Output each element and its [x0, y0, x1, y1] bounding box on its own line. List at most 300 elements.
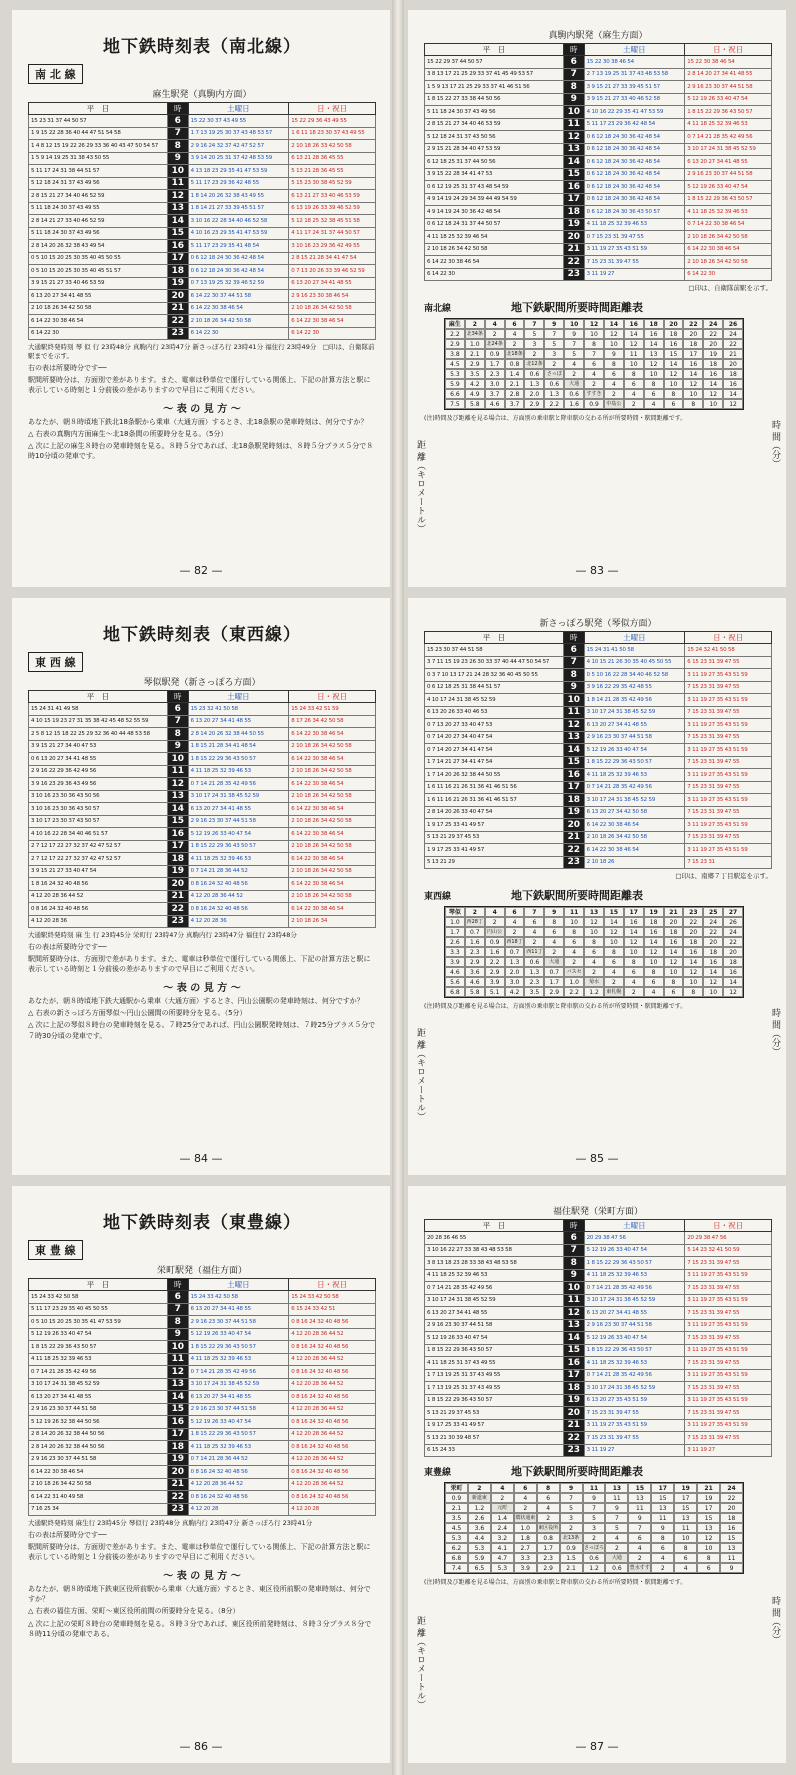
- grid-cell: 8: [604, 359, 624, 369]
- grid-cell: 2.6: [468, 1513, 491, 1523]
- grid-cell: 15: [664, 349, 684, 359]
- grid-cell: 16: [664, 339, 684, 349]
- saturday-times: 0 7 13 19 25 32 39 46 52 59: [188, 277, 289, 290]
- hour-cell: 6: [563, 56, 584, 69]
- weekday-times: 1 8 15 22 27 33 38 44 50 56: [425, 93, 564, 106]
- paragraph: △ 右表の新さっぽろ方面琴似〜円山公園間の所要時分を見る。（5分）: [28, 1009, 247, 1018]
- weekday-times: 6 15 24 33: [425, 1444, 564, 1457]
- timetable-row: [29, 1291, 376, 1304]
- grid-cell: 24: [723, 927, 743, 937]
- grid-cell: 17: [697, 1503, 720, 1513]
- saturday-times: 2 9 16 23 30 37 44 51 58: [188, 815, 289, 828]
- hour-cell: 8: [167, 140, 188, 153]
- page-number: — 82 —: [179, 564, 223, 577]
- timetable-row: [425, 756, 772, 769]
- weekday-header: 平 日: [29, 691, 168, 703]
- grid-cell: 2.3: [485, 369, 505, 379]
- page-83: [408, 10, 786, 587]
- holiday-header: 日・祝日: [289, 691, 376, 703]
- timetable-row: [29, 915, 376, 928]
- hour-cell: 19: [563, 806, 584, 819]
- weekday-times: 1 9 17 25 33 41 49 57: [425, 819, 564, 832]
- holiday-times: 2 10 18 26 34 42 50 58: [289, 740, 376, 753]
- timetable-row: [425, 81, 772, 94]
- hour-cell: 13: [167, 1378, 188, 1391]
- saturday-times: 15 24 31 41 50 58: [584, 644, 685, 657]
- timetable-row: [29, 227, 376, 240]
- grid-cell: 0.6: [524, 369, 544, 379]
- grid-cell: 3.9: [514, 1563, 537, 1573]
- grid-cell: 14: [644, 339, 664, 349]
- grid-header-cell: 6: [514, 1483, 537, 1493]
- grid-cell: 22: [723, 937, 743, 947]
- hour-header: 時: [167, 103, 188, 115]
- grid-cell: 10: [644, 369, 664, 379]
- saturday-times: 3 11 19 27 35 43 51 59: [584, 243, 685, 256]
- saturday-times: 0 6 12 18 24 30 36 42 48 54: [584, 156, 685, 169]
- grid-cell: 10: [664, 379, 684, 389]
- grid-cell: 2.8: [505, 389, 525, 399]
- weekday-times: 0 8 16 24 32 40 48 56: [29, 903, 168, 916]
- grid-cell: 中島公: [604, 399, 624, 409]
- page-86: [12, 1186, 390, 1763]
- saturday-times: 3 10 17 24 31 38 45 52 59: [584, 706, 685, 719]
- hour-cell: 6: [563, 644, 584, 657]
- grid-cell: 15: [720, 1533, 743, 1543]
- grid-cell: 円山公: [485, 927, 505, 937]
- holiday-times: 5 12 19 26 33 40 47 54: [685, 93, 772, 106]
- timetable: [424, 43, 772, 281]
- weekday-times: 1 5 9 14 19 25 31 38 43 50 55: [29, 152, 168, 165]
- grid-header-cell: 20: [664, 319, 684, 329]
- grid-cell: 18: [723, 369, 743, 379]
- saturday-times: 0 8 16 24 32 40 48 56: [188, 878, 289, 891]
- grid-cell: 0.9: [445, 1493, 468, 1503]
- holiday-times: 7 15 23 31 39 47 55: [685, 781, 772, 794]
- grid-cell: 2.2: [445, 329, 465, 339]
- weekday-times: 4 10 16 22 28 34 40 46 51 57: [29, 828, 168, 841]
- grid-cell: さっぽ: [544, 369, 564, 379]
- holiday-times: 0 8 16 24 32 40 48 56: [289, 1316, 376, 1329]
- hour-cell: 7: [167, 715, 188, 728]
- timetable-row: [425, 719, 772, 732]
- grid-header-cell: 18: [644, 319, 664, 329]
- hour-cell: 15: [167, 1403, 188, 1416]
- last-train-note: 大通駅終発時刻 麻生行 23時45分 琴似行 23時48分 真駒内行 23時47分 新さっぽろ行 23時41分: [28, 1519, 313, 1527]
- grid-cell: 0.6: [524, 957, 544, 967]
- saturday-times: 6 14 22 30 38 46 54: [584, 819, 685, 832]
- grid-cell: 6: [674, 1553, 697, 1563]
- hour-cell: 19: [167, 1453, 188, 1466]
- grid-header-cell: 13: [584, 907, 604, 917]
- grid-cell: 北13条: [560, 1533, 583, 1543]
- timetable-row: [29, 703, 376, 716]
- grid-header-cell: 11: [564, 907, 584, 917]
- grid-cell: 6: [604, 957, 624, 967]
- hour-cell: 9: [563, 93, 584, 106]
- grid-cell: 2: [584, 379, 604, 389]
- weekday-times: 3 9 16 23 29 36 43 49 56: [29, 778, 168, 791]
- hour-cell: 23: [563, 856, 584, 869]
- hour-cell: 10: [167, 753, 188, 766]
- holiday-times: 7 15 23 31: [685, 856, 772, 869]
- hour-cell: 11: [563, 1294, 584, 1307]
- hour-cell: 23: [563, 268, 584, 281]
- grid-header-cell: 9: [544, 319, 564, 329]
- grid-cell: 2: [505, 927, 525, 937]
- grid-header-cell: 21: [664, 907, 684, 917]
- grid-cell: 21: [723, 349, 743, 359]
- grid-cell: 4: [674, 1563, 697, 1573]
- grid-cell: 2: [537, 1513, 560, 1523]
- holiday-times: 6 14 22 30 38 46 54: [289, 853, 376, 866]
- weekday-times: 2 8 14 20 26 32 38 43 49 54: [29, 240, 168, 253]
- timetable-row: [425, 156, 772, 169]
- grid-cell: 2: [514, 1503, 537, 1513]
- weekday-times: 3 9 15 21 27 34 40 47 53: [29, 740, 168, 753]
- grid-cell: 9: [720, 1563, 743, 1573]
- grid-cell: 2: [564, 957, 584, 967]
- timetable-row: [425, 1432, 772, 1445]
- grid-cell: 20: [683, 927, 703, 937]
- grid-cell: 2: [544, 947, 564, 957]
- holiday-header: 日・祝日: [289, 1279, 376, 1291]
- weekday-times: 6 14 22 30 38 46 54: [425, 256, 564, 269]
- saturday-times: 2 10 18 26: [584, 856, 685, 869]
- saturday-times: 1 8 15 22 29 36 43 50 57: [188, 1341, 289, 1354]
- weekday-times: 6 12 18 25 31 37 44 50 56: [425, 156, 564, 169]
- grid-cell: 17: [674, 1493, 697, 1503]
- table-note: □印は、南郷７丁目駅迄を示す。: [675, 872, 772, 880]
- holiday-times: 6 14 22 30 38 46 54: [289, 803, 376, 816]
- grid-cell: 3.9: [445, 957, 465, 967]
- weekday-times: 5 12 18 24 31 37 43 50 56: [425, 131, 564, 144]
- grid-cell: 12: [723, 399, 743, 409]
- holiday-times: 4 12 20 28 36 44 52: [289, 1428, 376, 1441]
- weekday-times: 4 11 18 25 31 37 43 49 55: [425, 1357, 564, 1370]
- grid-cell: 8: [664, 977, 684, 987]
- grid-cell: 4.9: [465, 389, 485, 399]
- timetable-row: [425, 1244, 772, 1257]
- holiday-times: 2 10 18 26 34: [289, 915, 376, 928]
- saturday-times: 0 8 16 24 32 40 48 56: [188, 1491, 289, 1504]
- page-82: [12, 10, 390, 587]
- weekday-times: 6 14 22 30: [425, 268, 564, 281]
- grid-cell: 0.6: [583, 1553, 606, 1563]
- book-gutter: [392, 0, 404, 1775]
- hour-cell: 16: [167, 828, 188, 841]
- paragraph: △ 次に上記の栄町８時台の発車時刻を見る。８時３分であれば、東区役所前発時刻は、８時３分プラス８分で８時11分頃の発車である。: [28, 1619, 372, 1638]
- timetable-row: [425, 694, 772, 707]
- hour-cell: 13: [563, 1319, 584, 1332]
- timetable-row: [425, 744, 772, 757]
- grid-cell: 7: [544, 329, 564, 339]
- grid-cell: 10: [584, 329, 604, 339]
- paragraph: あなたが、朝８時頃地下鉄大通駅から乗車（大通方面）するとき、円山公園駅の発車時刻は、何分ですか？: [28, 997, 364, 1006]
- paragraph: あなたが、朝８時頃地下鉄北18条駅から乗車（大通方面）するとき、北18条駅の発車時刻は、何分ですか？: [28, 417, 368, 426]
- saturday-times: 4 11 18 25 32 39 46 53: [584, 1357, 685, 1370]
- hour-cell: 20: [563, 819, 584, 832]
- weekday-times: 6 13 20 27 34 41 48 55: [425, 1307, 564, 1320]
- grid-cell: 東区役所: [538, 1525, 559, 1531]
- grid-cell: 13: [697, 1523, 720, 1533]
- holiday-times: 7 15 23 31 39 47 55: [685, 1407, 772, 1420]
- saturday-times: 3 11 19 27: [584, 1444, 685, 1457]
- holiday-times: 2 10 18 26 33 42 50 58: [289, 140, 376, 153]
- hour-cell: 7: [167, 127, 188, 140]
- hour-cell: 14: [563, 744, 584, 757]
- grid-cell: 4: [584, 369, 604, 379]
- hour-cell: 21: [563, 831, 584, 844]
- grid-cell: 4.5: [445, 359, 465, 369]
- grid-cell: 北18条: [506, 350, 523, 357]
- grid-cell: 18: [683, 937, 703, 947]
- timetable-row: [425, 1319, 772, 1332]
- timetable-row: [425, 131, 772, 144]
- grid-cell: 6: [544, 927, 564, 937]
- hour-cell: 22: [167, 315, 188, 328]
- weekday-times: 5 12 19 26 32 38 44 50 56: [29, 1416, 168, 1429]
- timetable-row: [425, 1369, 772, 1382]
- timetable-row: [425, 118, 772, 131]
- grid-cell: 0.9: [485, 937, 505, 947]
- holiday-times: 15 24 32 41 50 58: [685, 644, 772, 657]
- grid-cell: 4: [564, 359, 584, 369]
- hour-cell: 15: [167, 227, 188, 240]
- timetable-row: [29, 878, 376, 891]
- grid-cell: 0.9: [560, 1543, 583, 1553]
- hour-cell: 22: [563, 844, 584, 857]
- saturday-times: 2 10 18 26 34 42 50 58: [188, 315, 289, 328]
- holiday-times: 20 29 38 47 56: [685, 1232, 772, 1245]
- hour-cell: 21: [563, 1419, 584, 1432]
- saturday-times: 5 11 17 23 29 36 42 48 55: [188, 177, 289, 190]
- grid-cell: 8: [584, 339, 604, 349]
- hour-cell: 11: [167, 1353, 188, 1366]
- hour-cell: 22: [167, 903, 188, 916]
- grid-cell: 3: [524, 339, 544, 349]
- grid-cell: 3.6: [468, 1523, 491, 1533]
- grid-cell: 8: [624, 957, 644, 967]
- grid-cell: 16: [723, 967, 743, 977]
- grid-cell: 2: [583, 1533, 606, 1543]
- weekday-times: 1 9 17 25 33 41 49 57: [425, 844, 564, 857]
- holiday-times: 7 15 23 31 39 47 55: [685, 731, 772, 744]
- hour-header: 時: [167, 691, 188, 703]
- paragraph: 駅間所要時分は、方面別で差があります。また、電車は秒単位で運行している関係上、下記の計算方法と駅に表示している時刻と１分前後の差がありますので早目にご利用ください。: [28, 1542, 371, 1562]
- grid-cell: 4: [604, 379, 624, 389]
- grid-cell: 4.6: [465, 977, 485, 987]
- grid-header-cell: 9: [560, 1483, 583, 1493]
- grid-cell: 6.6: [445, 389, 465, 399]
- hour-cell: 23: [167, 327, 188, 340]
- saturday-times: 6 13 20 27 34 41 48 55: [188, 715, 289, 728]
- page-number: — 86 —: [179, 1740, 223, 1753]
- grid-header-cell: 26: [723, 319, 743, 329]
- hour-cell: 21: [167, 302, 188, 315]
- weekday-times: 1 7 13 19 25 31 37 43 49 55: [425, 1382, 564, 1395]
- timetable-row: [29, 803, 376, 816]
- weekday-times: 2 8 15 21 27 34 40 46 52 59: [29, 190, 168, 203]
- grid-cell: 14: [723, 389, 743, 399]
- grid-cell: 7: [628, 1523, 651, 1533]
- grid-cell: 2: [524, 349, 544, 359]
- grid-cell: 0.9: [485, 349, 505, 359]
- grid-cell: 7: [605, 1513, 628, 1523]
- grid-cell: 12: [604, 329, 624, 339]
- grid-cell: 9: [605, 1503, 628, 1513]
- holiday-times: 3 11 19 27 35 43 51 59: [685, 719, 772, 732]
- timetable-row: [425, 769, 772, 782]
- paragraph: 右の表は所要時分です──: [28, 363, 107, 372]
- weekday-header: 平 日: [425, 632, 564, 644]
- grid-cell: 10: [683, 977, 703, 987]
- timetable-row: [29, 1391, 376, 1404]
- weekday-times: 2 7 12 17 22 27 32 37 42 47 52 57: [29, 840, 168, 853]
- timetable: [424, 1219, 772, 1457]
- grid-cell: 6: [564, 937, 584, 947]
- holiday-times: 6 14 22 30: [685, 268, 772, 281]
- holiday-times: 0 7 13 20 26 33 39 46 52 59: [289, 265, 376, 278]
- weekday-times: 4 9 14 19 24 30 36 42 48 54: [425, 206, 564, 219]
- saturday-header: 土曜日: [584, 44, 685, 56]
- grid-cell: 3.5: [465, 369, 485, 379]
- hour-cell: 13: [563, 731, 584, 744]
- grid-cell: 11: [605, 1493, 628, 1503]
- grid-cell: 10: [604, 937, 624, 947]
- grid-cell: 4.4: [468, 1533, 491, 1543]
- timetable-row: [425, 1382, 772, 1395]
- saturday-times: 7 15 23 31 39 47 55: [584, 256, 685, 269]
- grid-cell: 0.6: [544, 379, 564, 389]
- timetable-row: [425, 1394, 772, 1407]
- grid-header-cell: 4: [485, 319, 505, 329]
- grid-cell: 19: [703, 349, 723, 359]
- grid-cell: 19: [697, 1493, 720, 1503]
- grid-note: (注)時間及び距離を見る場合は、方面別の乗車駅と降車駅の交わる所が所要時間・駅間距離です。: [424, 1579, 687, 1586]
- hour-cell: 8: [563, 669, 584, 682]
- grid-cell: 11: [628, 1503, 651, 1513]
- grid-cell: 4.5: [445, 1523, 468, 1533]
- holiday-times: 7 15 23 31 39 47 55: [685, 681, 772, 694]
- hour-cell: 11: [563, 706, 584, 719]
- saturday-times: 0 8 16 24 32 40 48 56: [188, 1466, 289, 1479]
- grid-cell: 4: [537, 1503, 560, 1513]
- grid-cell: 4: [524, 927, 544, 937]
- timetable-row: [29, 1416, 376, 1429]
- hour-cell: 14: [167, 803, 188, 816]
- grid-cell: 22: [703, 927, 723, 937]
- weekday-times: 4 10 15 19 23 27 31 35 38 42 45 48 52 55 59: [29, 715, 168, 728]
- grid-cell: 3.5: [524, 987, 544, 997]
- saturday-times: 3 11 19 27 35 43 51 59: [584, 1419, 685, 1432]
- hour-cell: 20: [167, 290, 188, 303]
- holiday-times: 3 11 19 27 35 43 51 59: [685, 1394, 772, 1407]
- grid-cell: 4.2: [505, 987, 525, 997]
- grid-cell: 13: [644, 349, 664, 359]
- hour-cell: 6: [167, 115, 188, 128]
- timetable-row: [425, 168, 772, 181]
- weekday-times: 5 13 21 29 37 45 53: [425, 831, 564, 844]
- grid-cell: 17: [683, 349, 703, 359]
- grid-cell: 6: [644, 977, 664, 987]
- grid-cell: 3.2: [491, 1533, 514, 1543]
- grid-cell: 22: [723, 339, 743, 349]
- saturday-times: 3 9 16 22 29 35 42 48 55: [584, 681, 685, 694]
- hour-cell: 23: [167, 1503, 188, 1516]
- hour-cell: 23: [167, 915, 188, 928]
- grid-cell: 2: [505, 339, 525, 349]
- saturday-times: 4 11 18 25 32 39 46 53: [188, 1441, 289, 1454]
- grid-cell: 14: [723, 977, 743, 987]
- grid-cell: 2.9: [524, 399, 544, 409]
- weekday-times: 6 14 22 30: [29, 327, 168, 340]
- saturday-times: 0 5 10 16 22 28 34 40 46 52 58: [584, 669, 685, 682]
- hour-cell: 17: [167, 252, 188, 265]
- weekday-times: 0 7 14 20 27 34 41 47 54: [425, 744, 564, 757]
- grid-cell: 24: [703, 917, 723, 927]
- grid-cell: 2.0: [524, 389, 544, 399]
- grid-cell: 10: [703, 987, 723, 997]
- holiday-times: 5 12 19 26 33 40 47 54: [685, 181, 772, 194]
- saturday-times: 20 29 38 47 56: [584, 1232, 685, 1245]
- grid-cell: 9: [604, 349, 624, 359]
- saturday-times: 2 9 16 23 30 37 44 51 58: [188, 1403, 289, 1416]
- grid-cell: 5.9: [445, 379, 465, 389]
- holiday-times: 4 12 20 28 36 44 52: [289, 1328, 376, 1341]
- saturday-times: 3 10 17 24 31 38 45 52 59: [188, 1378, 289, 1391]
- saturday-times: 3 9 15 21 27 33 39 45 51 57: [584, 81, 685, 94]
- grid-cell: 2: [605, 1543, 628, 1553]
- saturday-times: 4 11 18 25 32 39 46 53: [188, 1353, 289, 1366]
- grid-cell: 4: [605, 1533, 628, 1543]
- timetable-row: [29, 165, 376, 178]
- timetable-row: [29, 1316, 376, 1329]
- holiday-times: 3 11 19 27 35 43 51 59: [685, 744, 772, 757]
- distance-grid: [444, 318, 744, 410]
- grid-header-cell: 13: [605, 1483, 628, 1493]
- weekday-times: 1 9 15 22 28 36 40 44 47 51 54 58: [29, 127, 168, 140]
- weekday-header: 平 日: [29, 103, 168, 115]
- station-heading: 麻生駅発（真駒内方面）: [152, 90, 252, 100]
- grid-cell: 2.3: [524, 977, 544, 987]
- holiday-times: 0 7 14 22 30 38 46 54: [685, 218, 772, 231]
- grid-cell: 11: [651, 1513, 674, 1523]
- saturday-times: 6 13 20 27 34 41 48 55: [584, 1307, 685, 1320]
- grid-cell: 6.8: [445, 1553, 468, 1563]
- hour-cell: 8: [563, 1257, 584, 1270]
- grid-cell: 14: [683, 957, 703, 967]
- timetable-row: [29, 828, 376, 841]
- saturday-times: 6 13 20 27 34 41 48 55: [188, 803, 289, 816]
- station-heading: 福住駅発（栄町方面）: [552, 1207, 643, 1217]
- grid-cell: 18: [664, 927, 684, 937]
- grid-cell: 5.8: [465, 987, 485, 997]
- grid-header-cell: 7: [524, 319, 544, 329]
- holiday-times: 3 11 19 27: [685, 1444, 772, 1457]
- grid-cell: 12: [664, 369, 684, 379]
- saturday-times: 3 10 16 22 28 34 40 46 52 58: [188, 215, 289, 228]
- hour-cell: 12: [563, 131, 584, 144]
- grid-header-cell: 8: [537, 1483, 560, 1493]
- weekday-times: 5 11 17 23 29 35 40 45 50 55: [29, 1303, 168, 1316]
- holiday-times: 0 8 16 24 32 40 48 56: [289, 1391, 376, 1404]
- grid-cell: 4: [584, 957, 604, 967]
- grid-cell: 2.2: [564, 987, 584, 997]
- timetable-row: [425, 106, 772, 119]
- timetable-row: [425, 143, 772, 156]
- weekday-times: 0 7 13 20 27 33 40 47 53: [425, 719, 564, 732]
